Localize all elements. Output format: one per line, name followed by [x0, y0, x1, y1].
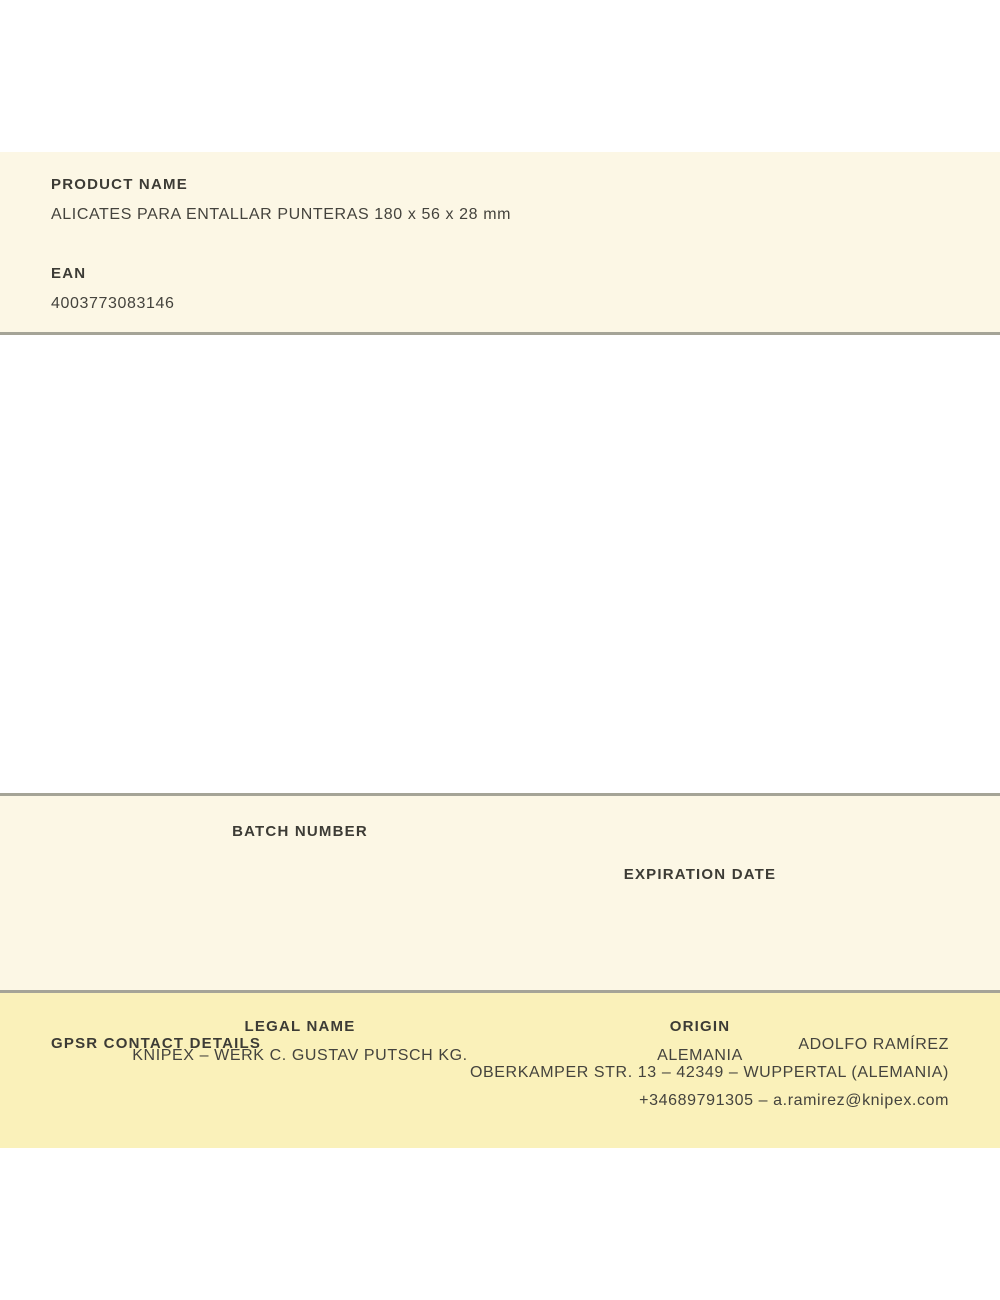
ean-value: 4003773083146	[51, 295, 175, 312]
product-name-field	[51, 177, 949, 223]
legal-name-label: LEGAL NAME	[244, 1018, 356, 1035]
product-name-label: PRODUCT NAME	[51, 176, 188, 193]
ean-field	[51, 266, 949, 312]
contact-address: OBERKAMPER STR. 13 – 42349 – WUPPERTAL (ALEMANIA)	[469, 1064, 949, 1081]
top-whitespace	[0, 0, 1000, 152]
origin-label: ORIGIN	[669, 1018, 731, 1035]
gpsr-contact-label: GPSR CONTACT DETAILS	[51, 1035, 262, 1052]
ean-label: EAN	[51, 265, 87, 282]
gpsr-contact-block	[470, 1031, 949, 1115]
product-name-value: ALICATES PARA ENTALLAR PUNTERAS 180 x 56 x 28 mm	[51, 206, 512, 223]
origin-value: ALEMANIA	[657, 1047, 743, 1064]
contact-name: ADOLFO RAMÍREZ	[798, 1036, 949, 1053]
batch-number-label: BATCH NUMBER	[232, 823, 368, 840]
expiration-date-field	[500, 867, 900, 895]
details-grid	[100, 824, 900, 1064]
contact-phone-email: +34689791305 – a.ramirez@knipex.com	[639, 1092, 949, 1109]
gpsr-contact-section	[0, 993, 1000, 1148]
legal-name-value: KNIPEX – WERK C. GUSTAV PUTSCH KG.	[132, 1047, 468, 1064]
batch-number-field	[100, 824, 500, 895]
expiration-date-label: EXPIRATION DATE	[623, 866, 777, 883]
product-info-section	[0, 152, 1000, 335]
empty-content-area	[0, 335, 1000, 793]
